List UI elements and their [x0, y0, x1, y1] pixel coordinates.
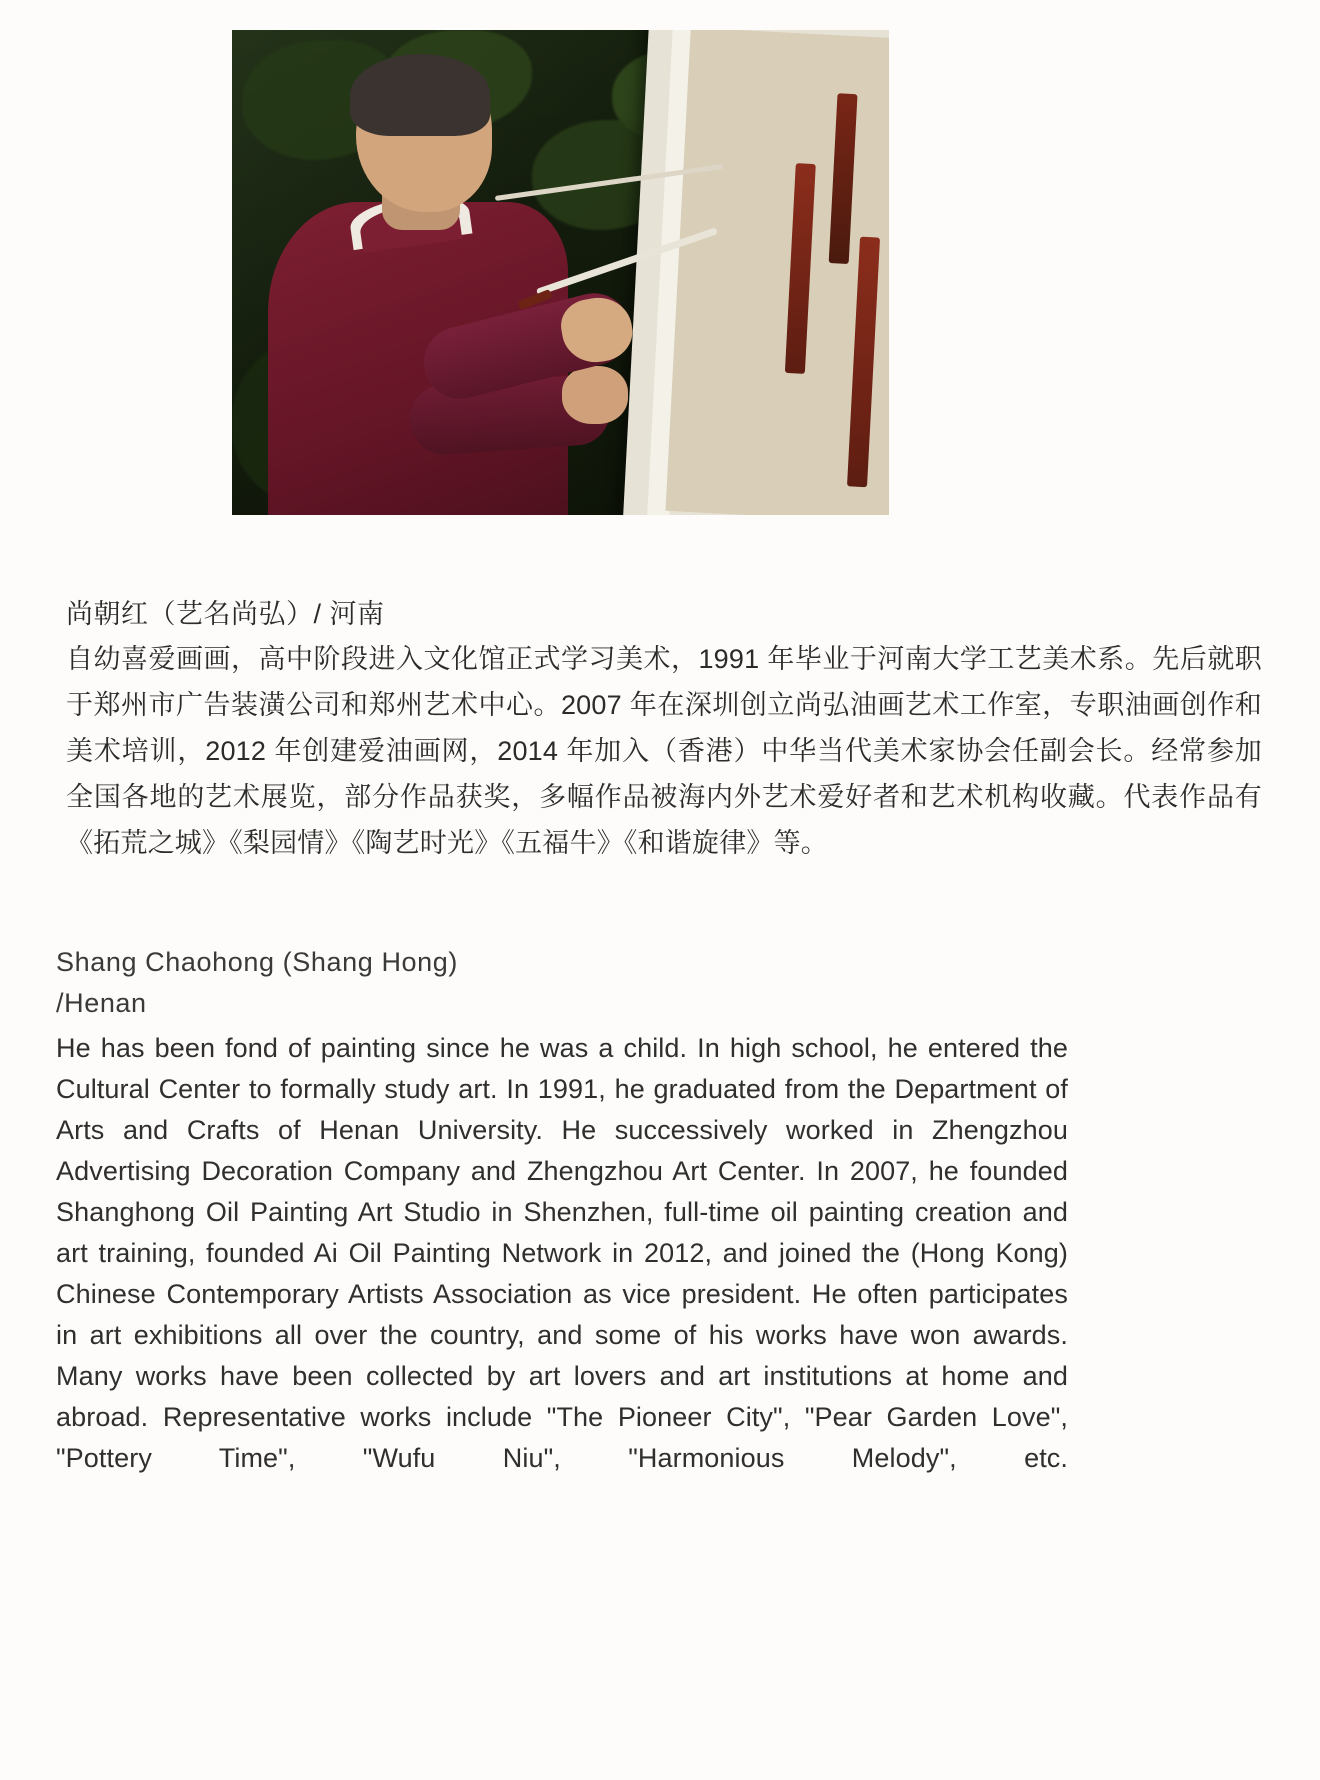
chinese-artist-name: 尚朝红（艺名尚弘）/ 河南 [66, 599, 385, 629]
artist-hair [350, 54, 490, 136]
chinese-biography: 自幼喜爱画画，高中阶段进入文化馆正式学习美术，1991 年毕业于河南大学工艺美术系。先后就职于郑州市广告装潢公司和郑州艺术中心。2007 年在深圳创立尚弘油画艺术工作室，专职油画创作和美术培训，2012 年创建爱油画网，2014 年加入（香港）中华当代美术家协会任副会长。经常参加全国各地的艺术展览，部分作品获奖，多幅作品被海内外艺术爱好者和艺术机构收藏。代表作品有《拓荒之城》《梨园情》《陶艺时光》《五福牛》《和谐旋律》等。 [66, 644, 1262, 858]
paint-stroke [829, 93, 858, 264]
paint-stroke [847, 237, 880, 488]
paint-stroke [785, 163, 816, 374]
english-text-block [56, 942, 1068, 1520]
artist-photo [232, 30, 889, 515]
canvas-surface [665, 30, 889, 515]
artist-lower-hand [562, 366, 628, 424]
english-artist-name: Shang Chaohong (Shang Hong) [56, 947, 458, 977]
canvas-board [623, 30, 889, 515]
photo-background [232, 30, 889, 515]
english-artist-region: /Henan [56, 988, 147, 1018]
chinese-text-block [66, 592, 1262, 866]
english-biography: He has been fond of painting since he was a child. In high school, he entered the Cultural Center to formally study art. In 1991, he graduated from the Department of Arts and Crafts of Henan University. He successively worked in Zhengzhou Advertising Decoration Company and Zhengzhou Art Center. In 2007, he founded Shanghong Oil Painting Art Studio in Shenzhen, full-time oil painting creation and art training, founded Ai Oil Painting Network in 2012, and joined the (Hong Kong) Chinese Contemporary Artists Association as vice president. He often participates in art exhibitions all over the country, and some of his works have won awards. Many works have been collected by art lovers and art institutions at home and abroad. Representative works include "The Pioneer City", "Pear Garden Love", "Pottery Time", "Wufu Niu", "Harmonious Melody", etc. [56, 1033, 1068, 1473]
